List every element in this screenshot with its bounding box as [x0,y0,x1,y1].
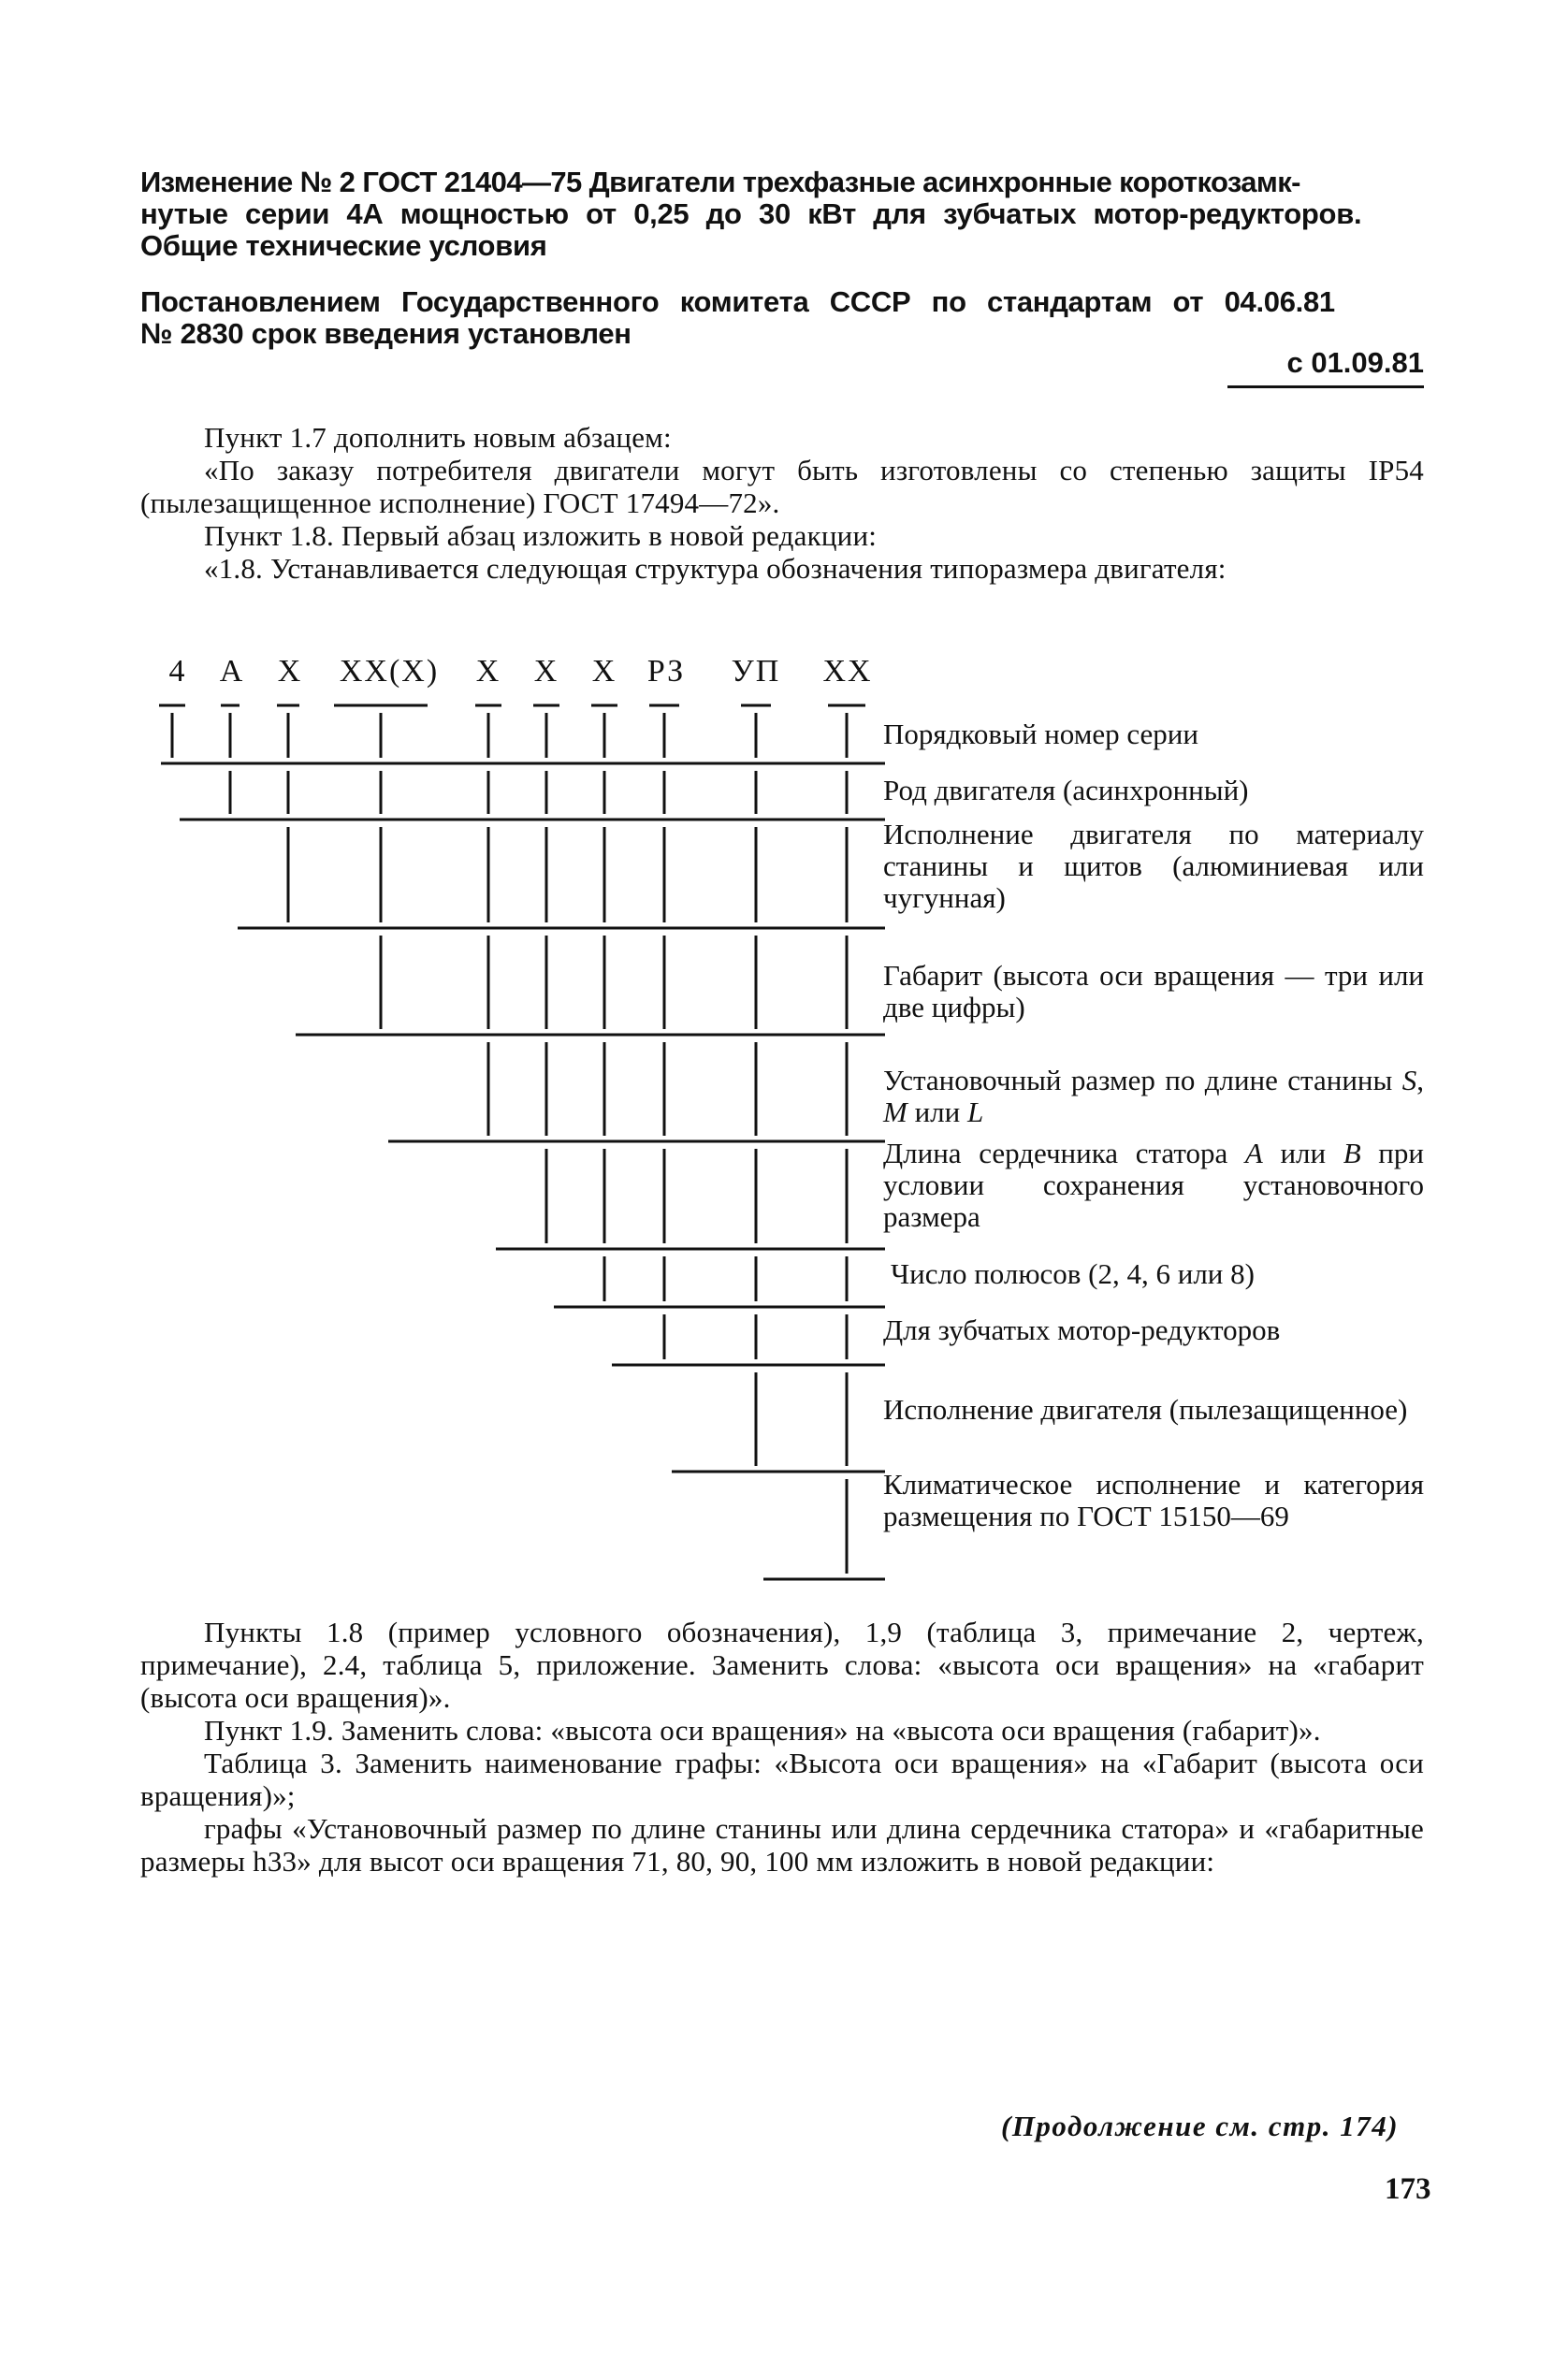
decree-line-2: № 2830 срок введения установлен [140,317,632,350]
code-gear: РЗ [646,654,686,689]
label-climate: Климатическое исполнение и категория размещения по ГОСТ 15150—69 [883,1468,1424,1532]
label-poles: Число полюсов (2, 4, 6 или 8) [891,1257,1255,1290]
title-line-3: Общие технические условия [140,229,547,262]
intro-paragraph: Пункт 1.8. Первый абзац изложить в новой редакции: [204,519,878,552]
label-frame: Габарит (высота оси вращения — три или две цифры) [883,959,1424,1023]
code-climate: ХХ [822,654,873,689]
code-poles: Х [591,654,617,689]
title-line-1: Изменение № 2 ГОСТ 21404—75 Двигатели трехфазные асинхронные короткозамк- [140,166,1300,198]
title-line-2: нутые серии 4А мощностью от 0,25 до 30 кВт для зубчатых мотор-редукторов. [140,197,1362,230]
code-frame: ХХ(Х) [339,654,440,689]
code-material: Х [277,654,303,689]
intro-paragraph: Пункт 1.7 дополнить новым абзацем: [204,421,672,454]
label-dustproof: Исполнение двигателя (пылезащищенное) [883,1393,1408,1426]
amendments-section [140,1616,1424,1878]
amendment-paragraph: Пункт 1.9. Заменить слова: «высота оси вращения» на «высота оси вращения (габарит)». [204,1714,1321,1747]
amendment-paragraph: Таблица 3. Заменить наименование графы: «Высота оси вращения» на «Габарит (высота оси вращения)»; [140,1747,1424,1812]
label-gear-motors: Для зубчатых мотор-редукторов [883,1313,1281,1346]
code-series: 4 [168,654,187,689]
amendment-paragraph: графы «Установочный размер по длине станины или длина сердечника статора» и «габаритные размеры h33» для высот оси вращения 71, 80, 90, 100 мм изложить в новой редакции: [140,1812,1424,1878]
label-material-text: Исполнение двигателя по материалу станины и щитов (алюминиевая или чугунная) [883,818,1424,914]
code-dustproof: УП [731,654,781,689]
code-type: А [219,654,245,689]
code-core-length: Х [533,654,559,689]
page-number: 173 [1385,2172,1431,2206]
amendment-paragraph: Пункты 1.8 (пример условного обозначения), 1,9 (таблица 3, примечание 2, чертеж, примечание), 2.4, таблица 5, приложение. Заменить слова: «высота оси вращения» на «габарит (высота оси вращения)». [140,1616,1424,1714]
effective-date: с 01.09.81 [1227,346,1424,388]
label-series-number: Порядковый номер серии [883,718,1198,750]
continuation-note: (Продолжение см. стр. 174) [1001,2110,1400,2142]
intro-paragraph: «По заказу потребителя двигатели могут быть изготовлены со степенью защиты IP54 (пылезащищенное исполнение) ГОСТ 17494—72». [140,454,1424,519]
label-material [883,819,1424,914]
decree-line-1: Постановлением Государственного комитета СССР по стандартам от 04.06.81 [140,285,1335,318]
label-mount-size: Установочный размер по длине станины S, M или L [883,1064,1424,1128]
label-core-length: Длина сердечника статора A или B при условии сохранения установочного размера [883,1137,1424,1233]
intro-paragraph: «1.8. Устанавливается следующая структура обозначения типоразмера двигателя: [204,552,1227,585]
code-mount-size: Х [475,654,501,689]
label-motor-type: Род двигателя (асинхронный) [883,774,1249,806]
